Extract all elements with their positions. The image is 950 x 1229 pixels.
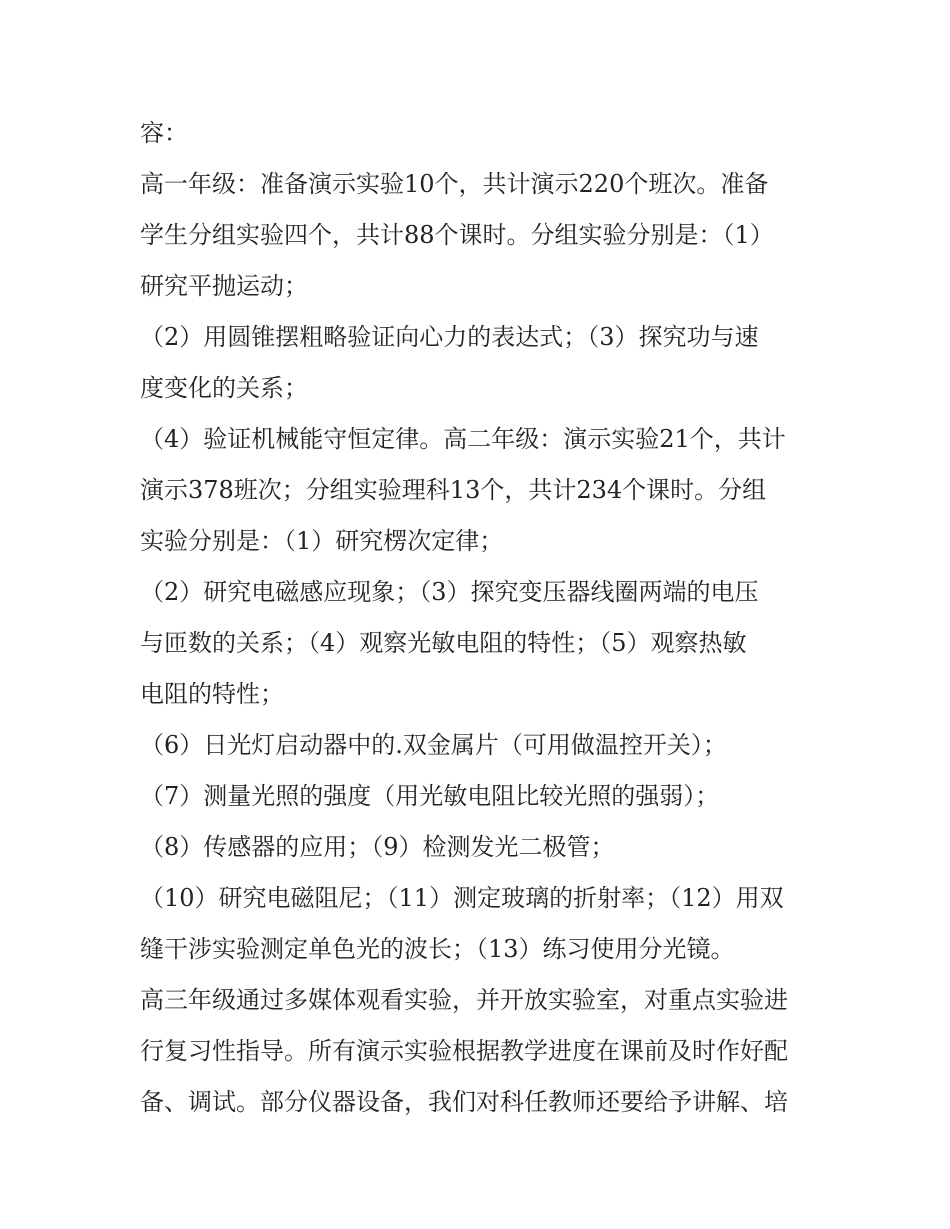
text-line: 实验分别是：（1）研究楞次定律； bbox=[140, 527, 504, 555]
text-line: （2）用圆锥摆粗略验证向心力的表达式；（3）探究功与速 bbox=[140, 323, 759, 351]
text-line: （8）传感器的应用；（9）检测发光二极管； bbox=[140, 833, 615, 861]
text-line: 与匝数的关系；（4）观察光敏电阻的特性；（5）观察热敏 bbox=[140, 629, 747, 657]
text-line: （4）验证机械能守恒定律。高二年级：演示实验21个，共计 bbox=[140, 425, 786, 453]
text-line: 学生分组实验四个，共计88个课时。分组实验分别是：（1） bbox=[140, 221, 774, 249]
text-line: 演示378班次；分组实验理科13个，共计234个课时。分组 bbox=[140, 476, 767, 504]
text-line: 度变化的关系； bbox=[140, 374, 308, 402]
text-line: 研究平抛运动； bbox=[140, 272, 308, 300]
text-line: 高三年级通过多媒体观看实验，并开放实验室，对重点实验进 bbox=[140, 986, 788, 1014]
text-line: （10）研究电磁阻尼；（11）测定玻璃的折射率；（12）用双 bbox=[140, 884, 784, 912]
text-line: 高一年级：准备演示实验10个，共计演示220个班次。准备 bbox=[140, 170, 769, 198]
document-body bbox=[140, 108, 820, 1128]
text-line: 备、调试。部分仪器设备，我们对科任教师还要给予讲解、培 bbox=[140, 1088, 788, 1116]
text-line: 电阻的特性； bbox=[140, 680, 284, 708]
text-line: （6）日光灯启动器中的.双金属片（可用做温控开关）； bbox=[140, 731, 727, 759]
text-line: 缝干涉实验测定单色光的波长；（13）练习使用分光镜。 bbox=[140, 935, 735, 963]
text-line: （7）测量光照的强度（用光敏电阻比较光照的强弱）； bbox=[140, 782, 720, 810]
text-line: 容： bbox=[140, 119, 188, 147]
text-line: （2）研究电磁感应现象；（3）探究变压器线圈两端的电压 bbox=[140, 578, 759, 606]
text-line: 行复习性指导。所有演示实验根据教学进度在课前及时作好配 bbox=[140, 1037, 788, 1065]
